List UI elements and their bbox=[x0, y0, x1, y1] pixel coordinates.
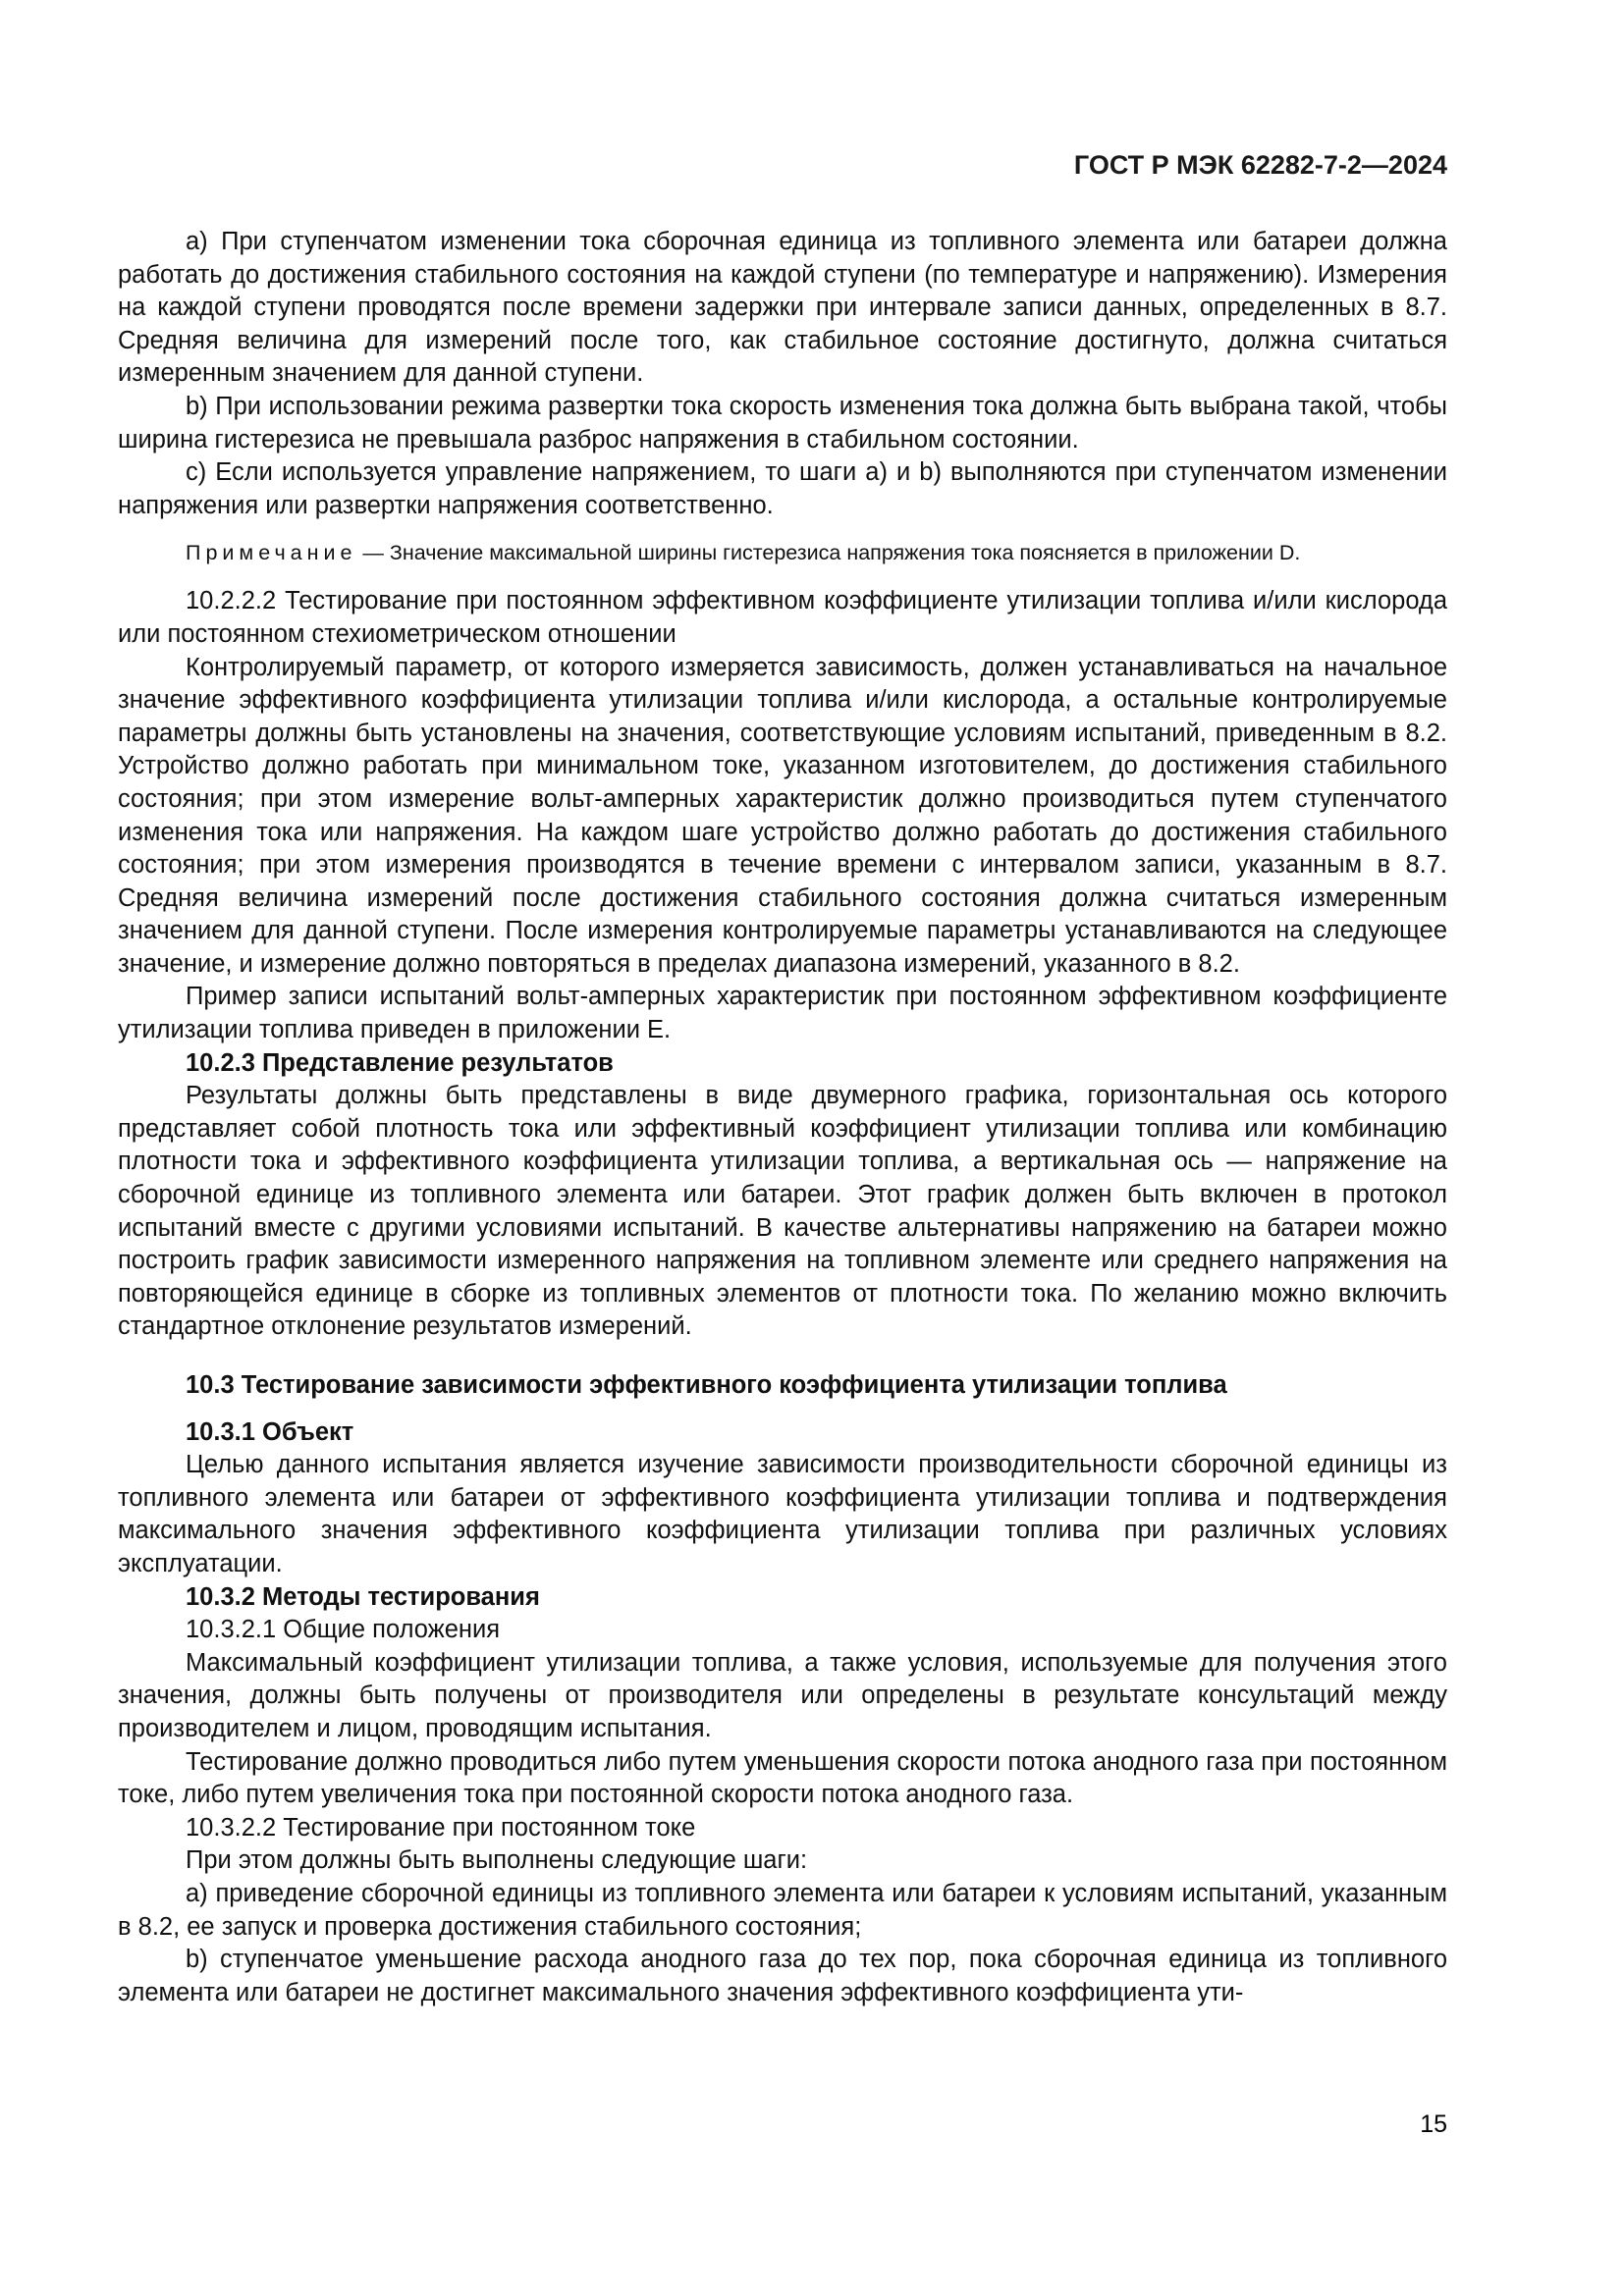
note-text: — Значение максимальной ширины гистерезиса напряжения тока поясняется в приложении D. bbox=[356, 541, 1301, 565]
paragraph-step-a-const-current: a) приведение сборочной единицы из топливного элемента или батареи к условиям испытаний, указанным в 8.2, ее запуск и проверка достижения стабильного состояния; bbox=[118, 1879, 1447, 1941]
paragraph-step-a: a) При ступенчатом изменении тока сборочная единица из топливного элемента или батареи должна работать до достижения стабильного состояния на каждой ступени (по температуре и напряжению). Измерения на каждой ступени проводятся после времени задержки при интервале записи данных, определенных в 8.7. Средняя величина для измерений после того, как стабильное состояние достигнуто, должна считаться измеренным значением для данной ступени. bbox=[118, 228, 1447, 388]
paragraph-controlled-parameter: Контролируемый параметр, от которого измеряется зависимость, должен устанавливаться на начальное значение эффективного коэффициента утилизации топлива и/или кислорода, а остальные контролируемые параметры должны быть установлены на значения, соответствующие условиям испытаний, приведенным в 8.2. Устройство должно работать при минимальном токе, указанном изготовителем, до достижения стабильного состояния; при этом измерение вольт-амперных характеристик должно производиться путем ступенчатого изменения тока или напряжения. На каждом шаге устройство должно работать до достижения стабильного состояния; при этом измерения производятся в течение времени с интервалом записи, указанным в 8.7. Средняя величина измерений после достижения стабильного состояния должна считаться измеренным значением для данной ступени. После измерения контролируемые параметры устанавливаются на следующее значение, и измерение должно повторяться в пределах диапазона измерений, указанного в 8.2. bbox=[118, 653, 1447, 978]
note-label: Примечание bbox=[186, 541, 357, 565]
heading-10-3-1: 10.3.1 Объект bbox=[186, 1417, 354, 1446]
paragraph-example-annex-e: Пример записи испытаний вольт-амперных характеристик при постоянном эффективном коэффициенте утилизации топлива приведен в приложении E. bbox=[118, 983, 1447, 1044]
heading-10-3: 10.3 Тестирование зависимости эффективного коэффициента утилизации топлива bbox=[186, 1371, 1227, 1399]
paragraph-step-b: b) При использовании режима развертки тока скорость изменения тока должна быть выбрана такой, чтобы ширина гистерезиса не превышала разброс напряжения в стабильном состоянии. bbox=[118, 392, 1447, 454]
paragraph-step-c: c) Если используется управление напряжением, то шаги a) и b) выполняются при ступенчатом изменении напряжения или развертки напряжения соответственно. bbox=[118, 458, 1447, 519]
paragraph-step-b-const-current: b) ступенчатое уменьшение расхода анодного газа до тех пор, пока сборочная единица из топливного элемента или батареи не достигнет максимального значения эффективного коэффициента ути- bbox=[118, 1946, 1447, 2006]
paragraph-results-presentation: Результаты должны быть представлены в виде двумерного графика, горизонтальная ось которого представляет собой плотность тока или эффективный коэффициент утилизации топлива или комбинацию плотности тока и эффективного коэффициента утилизации топлива, а вертикальная ось — напряжение на сборочной единице из топливного элемента или батареи. Этот график должен быть включен в протокол испытаний вместе с другими условиями испытаний. В качестве альтернативы напряжению на батареи можно построить график зависимости измеренного напряжения на топливном элементе или среднего напряжения на повторяющейся единице в сборке из топливных элементов от плотности тока. По желанию можно включить стандартное отклонение результатов измерений. bbox=[118, 1082, 1447, 1341]
note bbox=[118, 538, 1447, 567]
paragraph-objective: Целью данного испытания является изучение зависимости производительности сборочной единицы из топливного элемента или батареи от эффективного коэффициента утилизации топлива и подтверждения максимального значения эффективного коэффициента утилизации топлива при различных условиях эксплуатации. bbox=[118, 1451, 1447, 1577]
paragraph-steps-intro: При этом должны быть выполнены следующие шаги: bbox=[186, 1846, 808, 1875]
clause-10-3-2-1-title: 10.3.2.1 Общие положения bbox=[186, 1616, 501, 1644]
paragraph-testing-method: Тестирование должно проводиться либо путем уменьшения скорости потока анодного газа при постоянном токе, либо путем увеличения тока при постоянной скорости потока анодного газа. bbox=[118, 1747, 1447, 1809]
heading-10-3-2: 10.3.2 Методы тестирования bbox=[186, 1582, 540, 1611]
page-number: 15 bbox=[1420, 2110, 1447, 2138]
clause-10-2-2-2-title: 10.2.2.2 Тестирование при постоянном эффективном коэффициенте утилизации топлива и/или кислорода или постоянном стехиометрическом отношении bbox=[118, 587, 1447, 648]
document-header: ГОСТ Р МЭК 62282-7-2—2024 bbox=[1073, 150, 1447, 180]
paragraph-max-utilization: Максимальный коэффициент утилизации топлива, а также условия, используемые для получения этого значения, должны быть получены от производителя или определены в результате консультаций между производителем и лицом, проводящим испытания. bbox=[118, 1648, 1447, 1742]
heading-10-2-3: 10.2.3 Представление результатов bbox=[186, 1048, 614, 1077]
clause-10-3-2-2-title: 10.3.2.2 Тестирование при постоянном токе bbox=[186, 1813, 696, 1842]
